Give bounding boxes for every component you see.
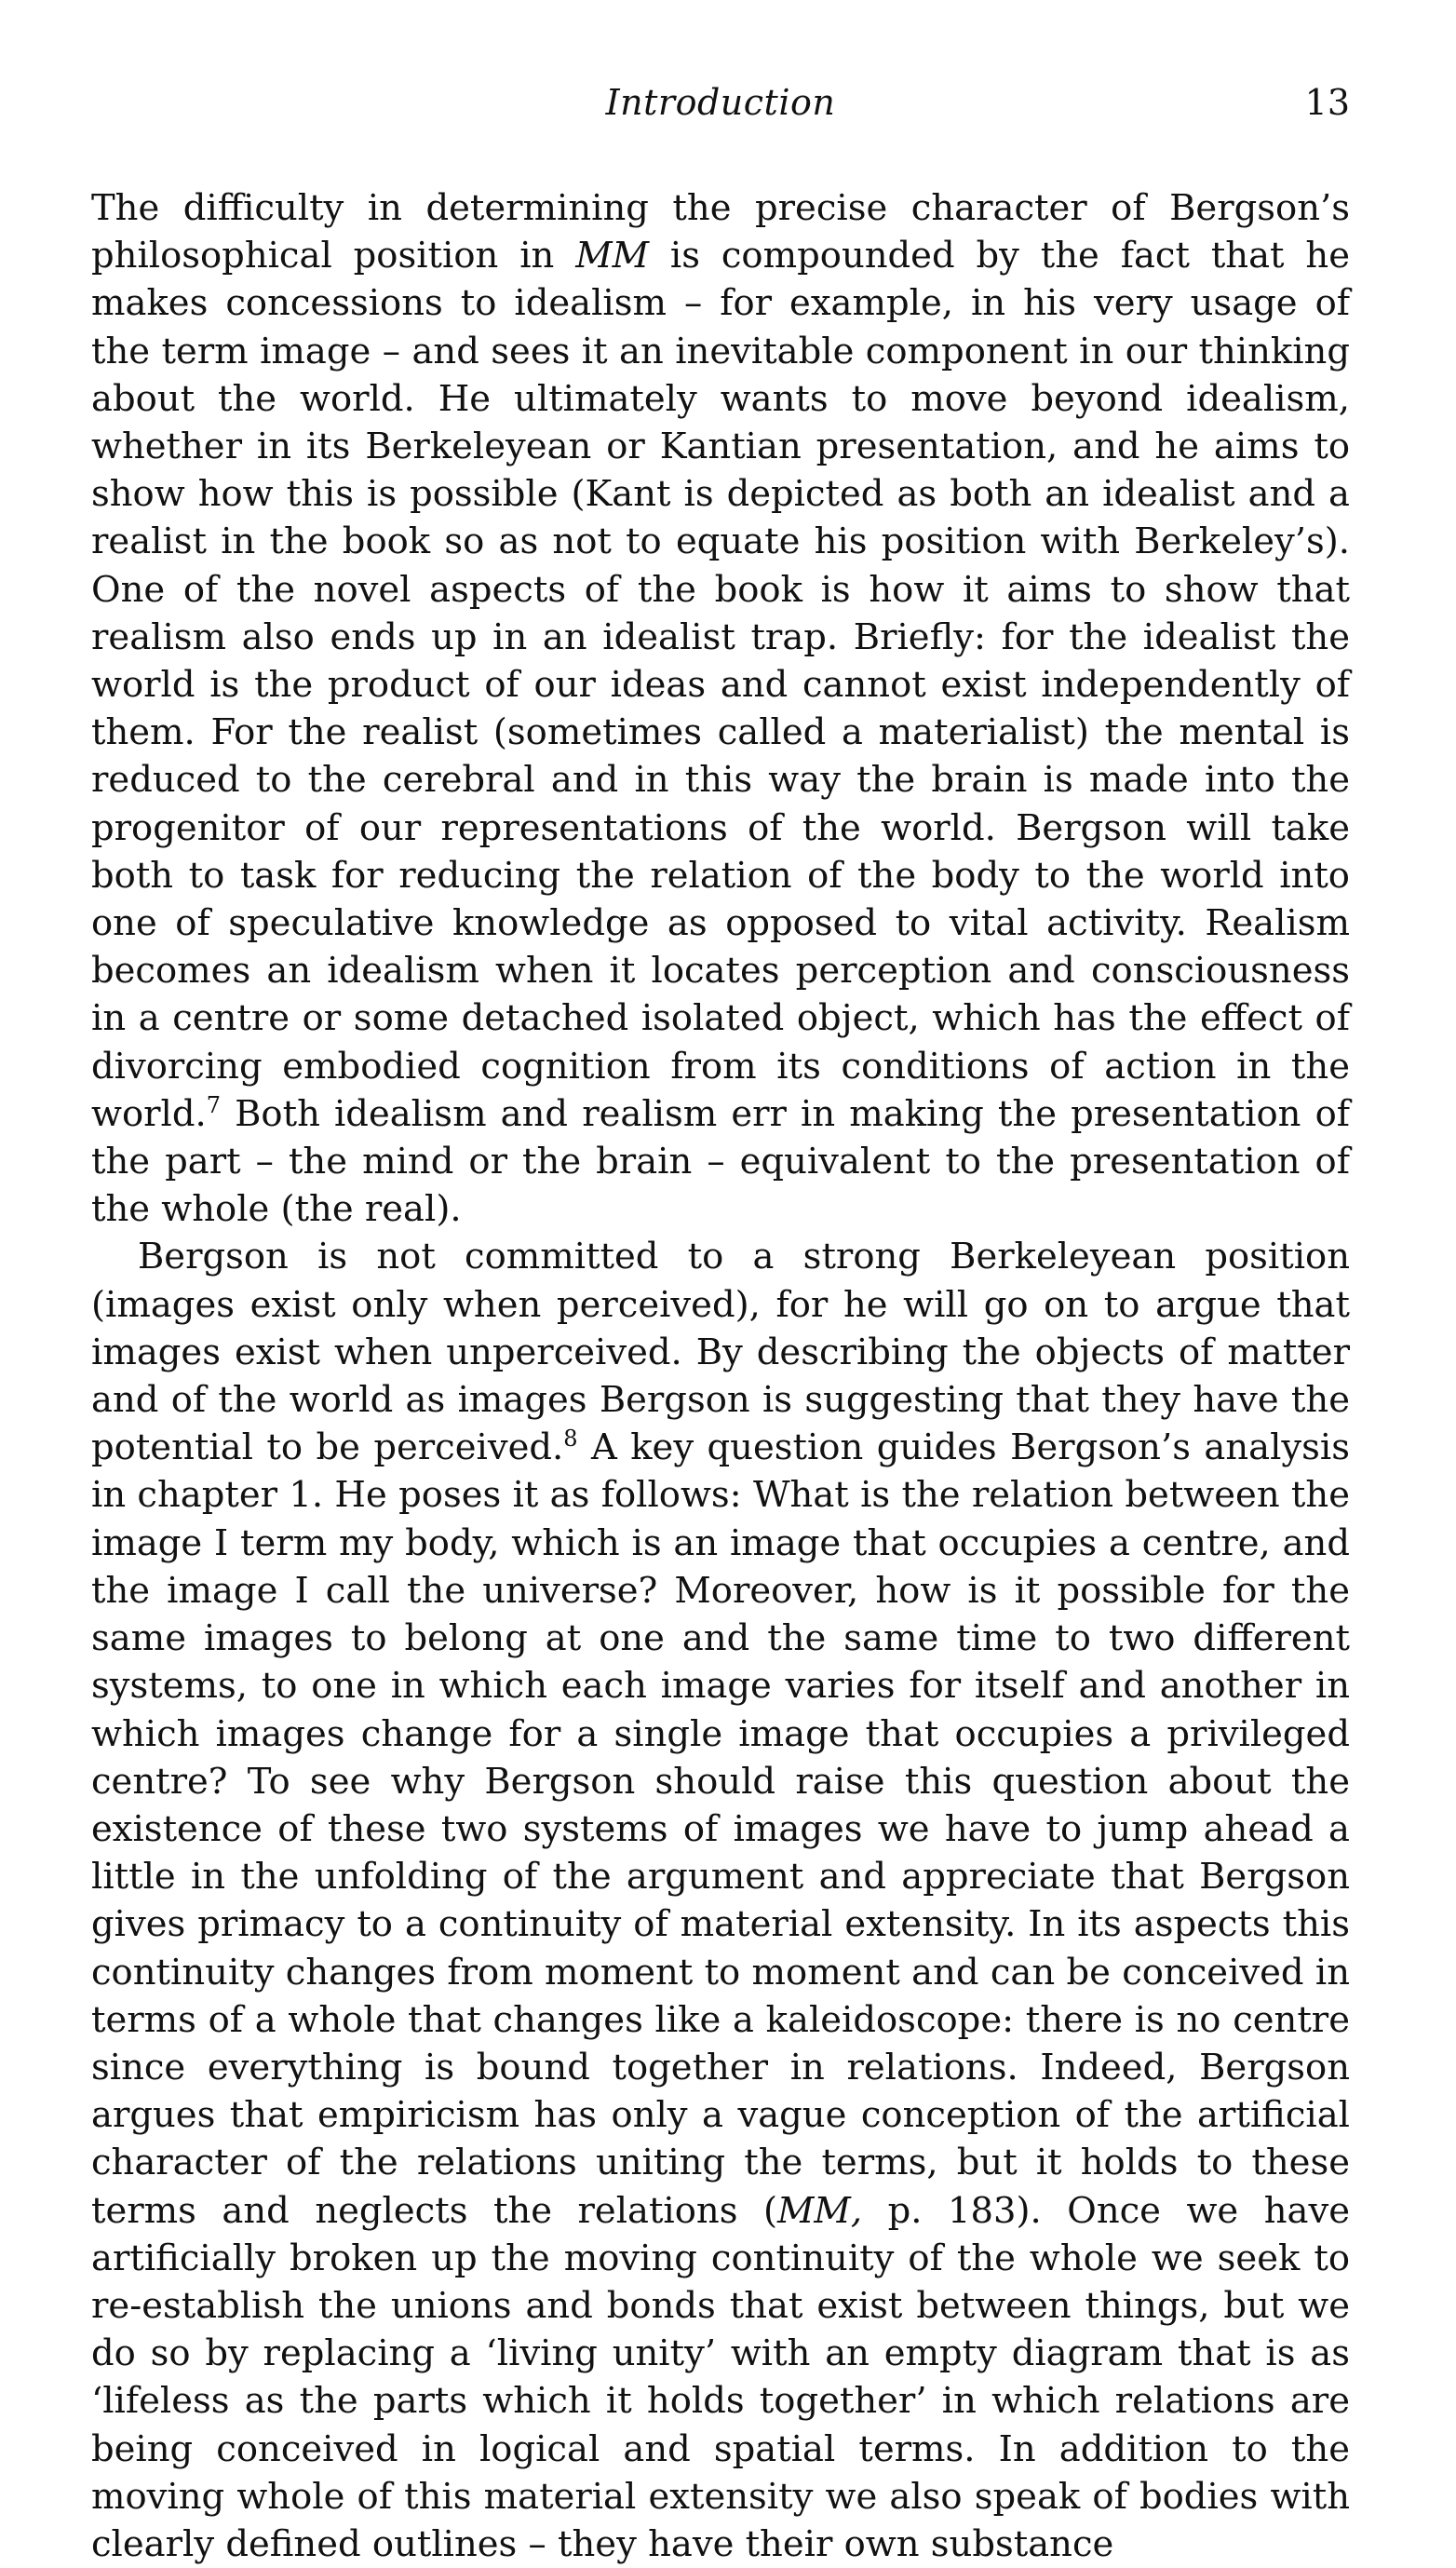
running-title: Introduction [605, 82, 836, 123]
text-segment: p. 183). Once we have artificially broken up the moving continuity of the whole we seek to re-establish the unions and bonds that exist between things, but we do so by replacing a ‘living unity’ with an empty diagram that is as ‘lifeless as the parts which it holds together’ in which relations are being conceived in logical and spatial terms. In addition to the moving whole of this material extensity we also speak of bodies with clearly defined outlines – they have their own substance [91, 2189, 1350, 2565]
text-segment: Bergson is not committed to a strong Berkeleyean position (images exist only when perceived), for he will go on to argue that images exist when unperceived. By describing the objects of matter and of the world as images Bergson is suggesting that they have the potential to be perceived. [91, 1236, 1350, 1469]
running-header [91, 82, 1350, 138]
text-segment: A key question guides Bergson’s analysis in chapter 1. He poses it as follows: What is the relation between the image I term my body, which is an image that occupies a centre, and the image I call the universe? Moreover, how is it possible for the same images to belong at one and the same time to two different systems, to one in which each image varies for itself and another in which images change for a single image that occupies a privileged centre? To see why Bergson should raise this question about the existence of these two systems of images we have to jump ahead a little in the unfolding of the argument and appreciate that Bergson gives primacy to a continuity of material extensity. In its aspects this continuity changes from moment to moment and can be conceived in terms of a whole that changes like a kaleidoscope: there is no centre since everything is bound together in relations. Indeed, Bergson argues that empiricism has only a vague conception of the artificial character of the relations uniting the terms, but it holds to these terms and neglects the relations ( [91, 1426, 1350, 2232]
body-text [91, 184, 1350, 2568]
page-number: 13 [1304, 82, 1350, 123]
paragraph-2 [91, 1233, 1350, 2568]
footnote-marker-8: 8 [563, 1426, 578, 1453]
paragraph-1 [91, 184, 1350, 1233]
text-segment: The difficulty in determining the precise character of Bergson’s philosophical position in [91, 187, 1350, 277]
book-title-abbreviation: MM, [777, 2189, 863, 2232]
book-title-abbreviation: MM [575, 235, 650, 277]
text-segment: Both idealism and realism err in making the presentation of the part – the mind or the brain – equivalent to the presentation of the whole (the real). [91, 1092, 1350, 1231]
footnote-marker-7: 7 [206, 1092, 222, 1119]
text-segment: is compounded by the fact that he makes concessions to idealism – for example, in his very usage of the term image – and sees it an inevitable component in our thinking about the world. He ultimately wants to move beyond idealism, whether in its Berkeleyean or Kantian presentation, and he aims to show how this is possible (Kant is depicted as both an idealist and a realist in the book so as not to equate his position with Berkeley’s). One of the novel aspects of the book is how it aims to show that realism also ends up in an idealist trap. Briefly: for the idealist the world is the product of our ideas and cannot exist independently of them. For the realist (sometimes called a materialist) the mental is reduced to the cerebral and in this way the brain is made into the progenitor of our representations of the world. Bergson will take both to task for reducing the relation of the body to the world into one of speculative knowledge as opposed to vital activity. Realism becomes an idealism when it locates perception and consciousness in a centre or some detached isolated object, which has the effect of divorcing embodied cognition from its conditions of action in the world. [91, 235, 1350, 1135]
